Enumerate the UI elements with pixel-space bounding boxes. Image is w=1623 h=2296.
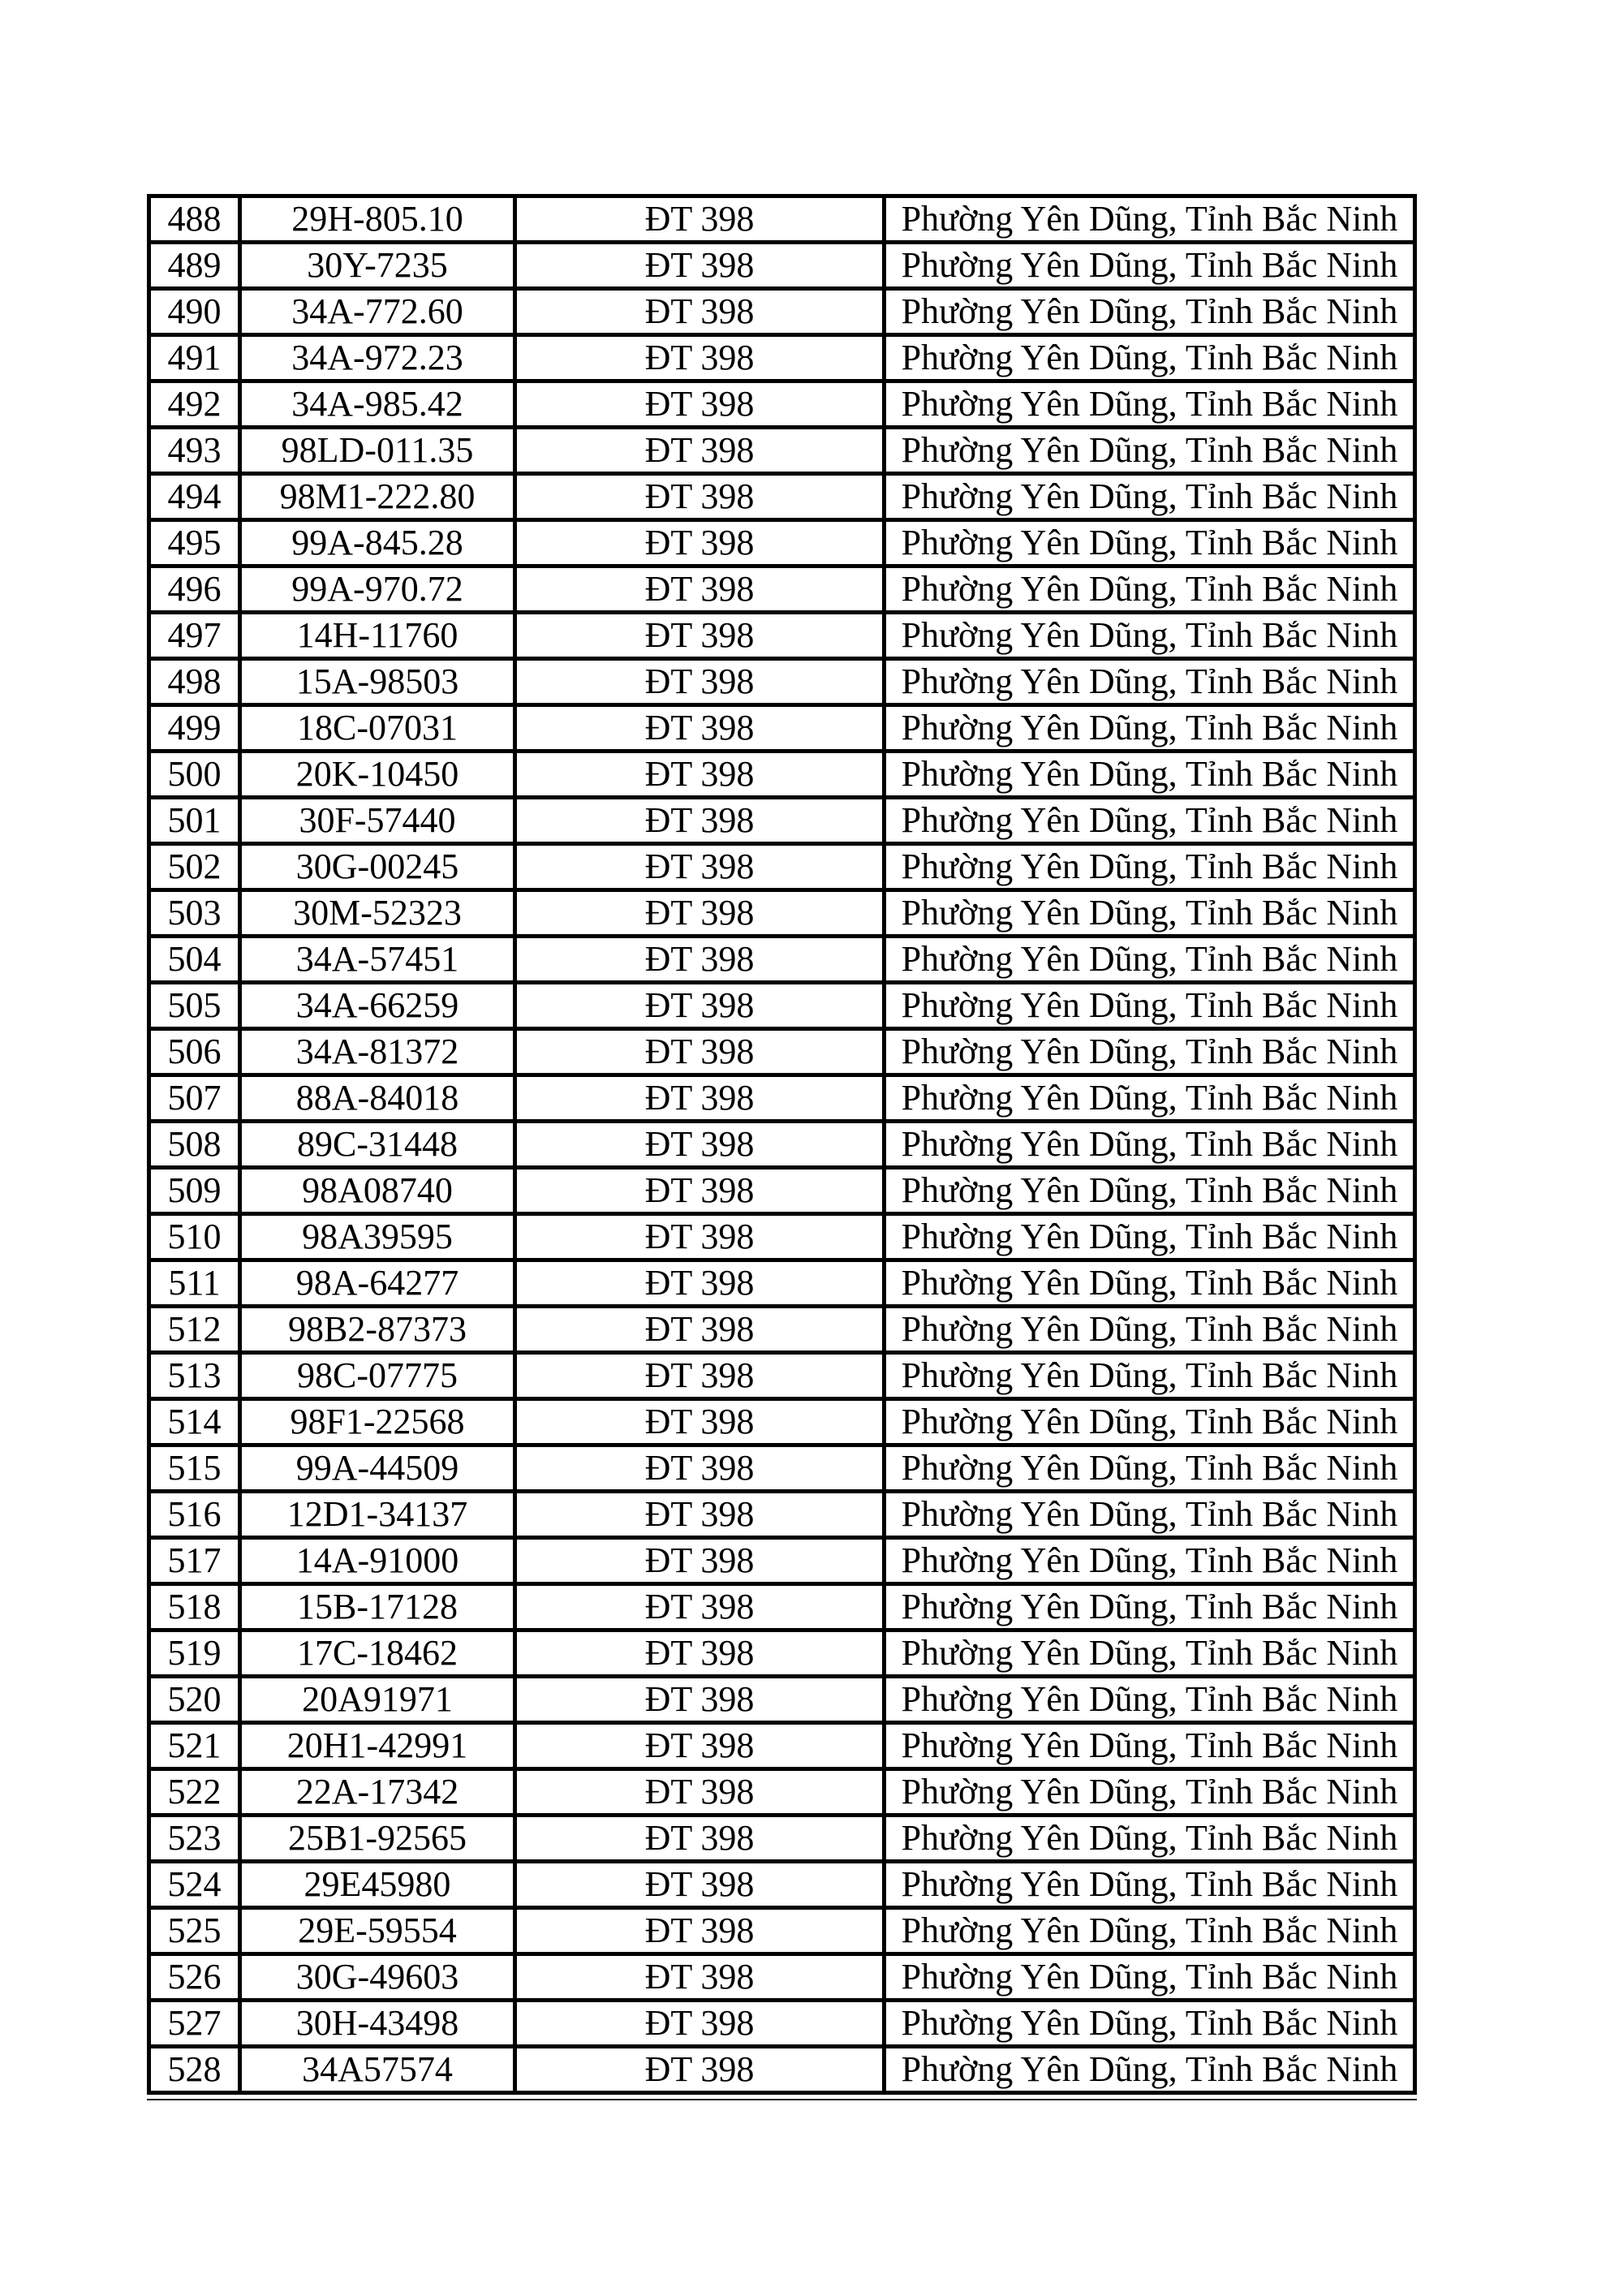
road-name-cell: ĐT 398 <box>513 1906 882 1952</box>
plate-number-cell: 15B-17128 <box>238 1582 513 1628</box>
road-name-cell: ĐT 398 <box>513 240 882 286</box>
plate-number-cell: 14A-91000 <box>238 1536 513 1582</box>
row-number-cell: 504 <box>147 934 238 980</box>
row-number-cell: 523 <box>147 1813 238 1859</box>
plate-number-cell: 30Y-7235 <box>238 240 513 286</box>
plate-number-cell: 29E45980 <box>238 1859 513 1906</box>
plate-number-cell: 88A-84018 <box>238 1073 513 1119</box>
address-cell: Phường Yên Dũng, Tỉnh Bắc Ninh <box>882 1813 1413 1859</box>
row-number-cell: 492 <box>147 379 238 425</box>
row-number-cell: 493 <box>147 425 238 472</box>
road-name-cell: ĐT 398 <box>513 1073 882 1119</box>
address-cell: Phường Yên Dũng, Tỉnh Bắc Ninh <box>882 749 1413 795</box>
address-cell: Phường Yên Dũng, Tỉnh Bắc Ninh <box>882 842 1413 888</box>
address-cell: Phường Yên Dũng, Tỉnh Bắc Ninh <box>882 657 1413 703</box>
address-cell: Phường Yên Dũng, Tỉnh Bắc Ninh <box>882 980 1413 1027</box>
road-name-cell: ĐT 398 <box>513 934 882 980</box>
plate-number-cell: 34A-81372 <box>238 1027 513 1073</box>
row-number-cell: 518 <box>147 1582 238 1628</box>
address-cell: Phường Yên Dũng, Tỉnh Bắc Ninh <box>882 1906 1413 1952</box>
row-number-cell: 489 <box>147 240 238 286</box>
plate-number-cell: 98A39595 <box>238 1212 513 1258</box>
address-cell: Phường Yên Dũng, Tỉnh Bắc Ninh <box>882 564 1413 610</box>
row-number-cell: 488 <box>147 194 238 240</box>
road-name-cell: ĐT 398 <box>513 1536 882 1582</box>
plate-number-cell: 98B2-87373 <box>238 1304 513 1350</box>
address-cell: Phường Yên Dũng, Tỉnh Bắc Ninh <box>882 1443 1413 1489</box>
address-cell: Phường Yên Dũng, Tỉnh Bắc Ninh <box>882 2044 1413 2091</box>
road-name-cell: ĐT 398 <box>513 518 882 564</box>
address-cell: Phường Yên Dũng, Tỉnh Bắc Ninh <box>882 240 1413 286</box>
row-number-cell: 494 <box>147 472 238 518</box>
address-cell: Phường Yên Dũng, Tỉnh Bắc Ninh <box>882 286 1413 333</box>
plate-number-cell: 29E-59554 <box>238 1906 513 1952</box>
plate-number-cell: 98F1-22568 <box>238 1397 513 1443</box>
road-name-cell: ĐT 398 <box>513 795 882 842</box>
row-number-cell: 522 <box>147 1767 238 1813</box>
road-name-cell: ĐT 398 <box>513 194 882 240</box>
row-number-cell: 502 <box>147 842 238 888</box>
plate-number-cell: 20H1-42991 <box>238 1721 513 1767</box>
row-number-cell: 514 <box>147 1397 238 1443</box>
row-number-cell: 509 <box>147 1165 238 1212</box>
address-cell: Phường Yên Dũng, Tỉnh Bắc Ninh <box>882 1952 1413 1998</box>
plate-number-cell: 99A-44509 <box>238 1443 513 1489</box>
plate-number-cell: 30G-49603 <box>238 1952 513 1998</box>
address-cell: Phường Yên Dũng, Tỉnh Bắc Ninh <box>882 379 1413 425</box>
address-cell: Phường Yên Dũng, Tỉnh Bắc Ninh <box>882 1119 1413 1165</box>
address-cell: Phường Yên Dũng, Tỉnh Bắc Ninh <box>882 1628 1413 1674</box>
row-number-cell: 516 <box>147 1489 238 1536</box>
plate-number-cell: 98A08740 <box>238 1165 513 1212</box>
road-name-cell: ĐT 398 <box>513 980 882 1027</box>
plate-number-cell: 12D1-34137 <box>238 1489 513 1536</box>
road-name-cell: ĐT 398 <box>513 1628 882 1674</box>
address-cell: Phường Yên Dũng, Tỉnh Bắc Ninh <box>882 610 1413 657</box>
plate-number-cell: 34A-66259 <box>238 980 513 1027</box>
address-cell: Phường Yên Dũng, Tỉnh Bắc Ninh <box>882 1582 1413 1628</box>
address-cell: Phường Yên Dũng, Tỉnh Bắc Ninh <box>882 1536 1413 1582</box>
address-cell: Phường Yên Dũng, Tỉnh Bắc Ninh <box>882 1767 1413 1813</box>
plate-number-cell: 30M-52323 <box>238 888 513 934</box>
road-name-cell: ĐT 398 <box>513 1674 882 1721</box>
row-number-cell: 506 <box>147 1027 238 1073</box>
address-cell: Phường Yên Dũng, Tỉnh Bắc Ninh <box>882 888 1413 934</box>
row-number-cell: 510 <box>147 1212 238 1258</box>
row-number-cell: 520 <box>147 1674 238 1721</box>
row-number-cell: 515 <box>147 1443 238 1489</box>
plate-number-cell: 34A-985.42 <box>238 379 513 425</box>
road-name-cell: ĐT 398 <box>513 1397 882 1443</box>
plate-number-cell: 89C-31448 <box>238 1119 513 1165</box>
address-cell: Phường Yên Dũng, Tỉnh Bắc Ninh <box>882 934 1413 980</box>
row-number-cell: 491 <box>147 333 238 379</box>
address-cell: Phường Yên Dũng, Tỉnh Bắc Ninh <box>882 1212 1413 1258</box>
road-name-cell: ĐT 398 <box>513 1582 882 1628</box>
road-name-cell: ĐT 398 <box>513 1212 882 1258</box>
road-name-cell: ĐT 398 <box>513 379 882 425</box>
road-name-cell: ĐT 398 <box>513 610 882 657</box>
plate-number-cell: 34A-972.23 <box>238 333 513 379</box>
row-number-cell: 505 <box>147 980 238 1027</box>
row-number-cell: 519 <box>147 1628 238 1674</box>
row-number-cell: 490 <box>147 286 238 333</box>
row-number-cell: 512 <box>147 1304 238 1350</box>
road-name-cell: ĐT 398 <box>513 1165 882 1212</box>
address-cell: Phường Yên Dũng, Tỉnh Bắc Ninh <box>882 472 1413 518</box>
address-cell: Phường Yên Dũng, Tỉnh Bắc Ninh <box>882 1998 1413 2044</box>
row-number-cell: 503 <box>147 888 238 934</box>
address-cell: Phường Yên Dũng, Tỉnh Bắc Ninh <box>882 1397 1413 1443</box>
row-number-cell: 500 <box>147 749 238 795</box>
row-number-cell: 513 <box>147 1350 238 1397</box>
plate-number-cell: 14H-11760 <box>238 610 513 657</box>
plate-number-cell: 34A57574 <box>238 2044 513 2091</box>
address-cell: Phường Yên Dũng, Tỉnh Bắc Ninh <box>882 703 1413 749</box>
table-bottom-rule <box>147 2099 1417 2100</box>
road-name-cell: ĐT 398 <box>513 1952 882 1998</box>
row-number-cell: 511 <box>147 1258 238 1304</box>
row-number-cell: 527 <box>147 1998 238 2044</box>
road-name-cell: ĐT 398 <box>513 703 882 749</box>
plate-number-cell: 20A91971 <box>238 1674 513 1721</box>
address-cell: Phường Yên Dũng, Tỉnh Bắc Ninh <box>882 1165 1413 1212</box>
plate-number-cell: 30H-43498 <box>238 1998 513 2044</box>
address-cell: Phường Yên Dũng, Tỉnh Bắc Ninh <box>882 425 1413 472</box>
road-name-cell: ĐT 398 <box>513 749 882 795</box>
road-name-cell: ĐT 398 <box>513 2044 882 2091</box>
address-cell: Phường Yên Dũng, Tỉnh Bắc Ninh <box>882 1350 1413 1397</box>
row-number-cell: 526 <box>147 1952 238 1998</box>
row-number-cell: 495 <box>147 518 238 564</box>
plate-number-cell: 15A-98503 <box>238 657 513 703</box>
address-cell: Phường Yên Dũng, Tỉnh Bắc Ninh <box>882 1721 1413 1767</box>
road-name-cell: ĐT 398 <box>513 1489 882 1536</box>
address-cell: Phường Yên Dũng, Tỉnh Bắc Ninh <box>882 1304 1413 1350</box>
road-name-cell: ĐT 398 <box>513 1119 882 1165</box>
plate-number-cell: 99A-970.72 <box>238 564 513 610</box>
road-name-cell: ĐT 398 <box>513 1350 882 1397</box>
road-name-cell: ĐT 398 <box>513 1859 882 1906</box>
road-name-cell: ĐT 398 <box>513 1304 882 1350</box>
road-name-cell: ĐT 398 <box>513 1443 882 1489</box>
road-name-cell: ĐT 398 <box>513 1767 882 1813</box>
road-name-cell: ĐT 398 <box>513 1813 882 1859</box>
road-name-cell: ĐT 398 <box>513 1027 882 1073</box>
plate-number-cell: 34A-772.60 <box>238 286 513 333</box>
plate-number-cell: 18C-07031 <box>238 703 513 749</box>
road-name-cell: ĐT 398 <box>513 842 882 888</box>
road-name-cell: ĐT 398 <box>513 472 882 518</box>
address-cell: Phường Yên Dũng, Tỉnh Bắc Ninh <box>882 194 1413 240</box>
plate-number-cell: 98M1-222.80 <box>238 472 513 518</box>
plate-number-cell: 25B1-92565 <box>238 1813 513 1859</box>
address-cell: Phường Yên Dũng, Tỉnh Bắc Ninh <box>882 518 1413 564</box>
plate-number-cell: 34A-57451 <box>238 934 513 980</box>
row-number-cell: 499 <box>147 703 238 749</box>
road-name-cell: ĐT 398 <box>513 564 882 610</box>
address-cell: Phường Yên Dũng, Tỉnh Bắc Ninh <box>882 795 1413 842</box>
road-name-cell: ĐT 398 <box>513 286 882 333</box>
row-number-cell: 508 <box>147 1119 238 1165</box>
road-name-cell: ĐT 398 <box>513 1721 882 1767</box>
row-number-cell: 496 <box>147 564 238 610</box>
plate-number-cell: 30G-00245 <box>238 842 513 888</box>
road-name-cell: ĐT 398 <box>513 425 882 472</box>
address-cell: Phường Yên Dũng, Tỉnh Bắc Ninh <box>882 1674 1413 1721</box>
plate-number-cell: 22A-17342 <box>238 1767 513 1813</box>
row-number-cell: 517 <box>147 1536 238 1582</box>
road-name-cell: ĐT 398 <box>513 1258 882 1304</box>
row-number-cell: 507 <box>147 1073 238 1119</box>
plate-number-cell: 98C-07775 <box>238 1350 513 1397</box>
row-number-cell: 524 <box>147 1859 238 1906</box>
address-cell: Phường Yên Dũng, Tỉnh Bắc Ninh <box>882 1859 1413 1906</box>
address-cell: Phường Yên Dũng, Tỉnh Bắc Ninh <box>882 1258 1413 1304</box>
address-cell: Phường Yên Dũng, Tỉnh Bắc Ninh <box>882 1073 1413 1119</box>
plate-number-cell: 17C-18462 <box>238 1628 513 1674</box>
road-name-cell: ĐT 398 <box>513 888 882 934</box>
row-number-cell: 525 <box>147 1906 238 1952</box>
row-number-cell: 521 <box>147 1721 238 1767</box>
road-name-cell: ĐT 398 <box>513 657 882 703</box>
row-number-cell: 497 <box>147 610 238 657</box>
road-name-cell: ĐT 398 <box>513 1998 882 2044</box>
plate-number-cell: 99A-845.28 <box>238 518 513 564</box>
plate-number-cell: 29H-805.10 <box>238 194 513 240</box>
vehicle-plate-table <box>147 194 1417 2095</box>
row-number-cell: 498 <box>147 657 238 703</box>
plate-number-cell: 30F-57440 <box>238 795 513 842</box>
road-name-cell: ĐT 398 <box>513 333 882 379</box>
address-cell: Phường Yên Dũng, Tỉnh Bắc Ninh <box>882 333 1413 379</box>
plate-number-cell: 98A-64277 <box>238 1258 513 1304</box>
row-number-cell: 528 <box>147 2044 238 2091</box>
address-cell: Phường Yên Dũng, Tỉnh Bắc Ninh <box>882 1027 1413 1073</box>
address-cell: Phường Yên Dũng, Tỉnh Bắc Ninh <box>882 1489 1413 1536</box>
plate-number-cell: 20K-10450 <box>238 749 513 795</box>
row-number-cell: 501 <box>147 795 238 842</box>
plate-number-cell: 98LD-011.35 <box>238 425 513 472</box>
